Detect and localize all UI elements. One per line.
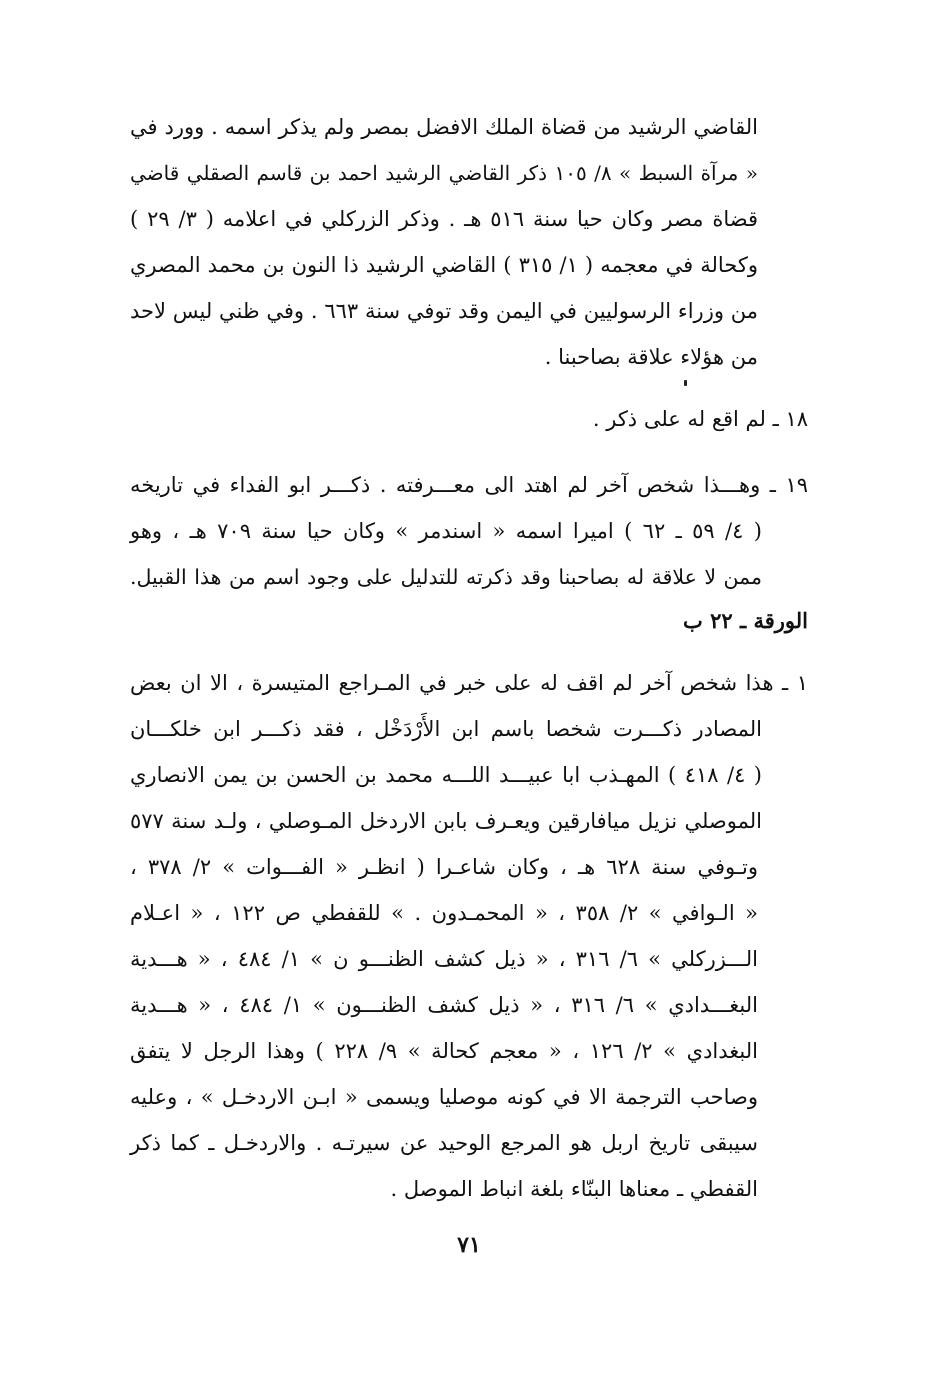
text-line: « مرآة السبط » ٨/ ١٠٥ ذكر القاضي الرشيد احمد بن قاسم الصقلي قاضي bbox=[130, 161, 759, 185]
text-line: وصاحب الترجمة الا في كونه موصليا ويسمى « ابـن الاردخـل » ، وعليه bbox=[130, 1085, 758, 1109]
text-line: ( ٤/ ٥٩ ـ ٦٢ ) اميرا اسمه « اسندمر » وكان حيا سنة ٧٠٩ هـ ، وهو bbox=[130, 519, 762, 543]
text-line: من وزراء الرسوليين في اليمن وقد توفي سنة ٦٦٣ . وفي ظني ليس لاحد bbox=[130, 299, 758, 323]
text-line: البغـــدادي » ٦/ ٣١٦ ، « ذيل كشف الظنـــون » ١/ ٤٨٤ ، « هـــدية bbox=[130, 993, 758, 1017]
paragraph-top bbox=[130, 104, 758, 380]
stray-mark bbox=[684, 380, 687, 386]
note-item-19 bbox=[130, 462, 808, 600]
text-line: الـــزركلي » ٦/ ٣١٦ ، « ذيل كشف الظنـــو ن » ١/ ٤٨٤ ، « هـــدية bbox=[130, 947, 758, 971]
page-number: ٧١ bbox=[457, 1232, 481, 1258]
note-item-18 bbox=[130, 396, 808, 442]
heading-text: الورقة ـ ٢٢ ب bbox=[683, 608, 808, 633]
text-line: ممن لا علاقة له بصاحبنا وقد ذكرته للتدليل على وجود اسم من هذا القبيل. bbox=[130, 565, 762, 589]
text-line: وتـوفي سنة ٦٢٨ هـ ، وكان شاعـرا ( انظـر « الفـــوات » ٢/ ٣٧٨ ، bbox=[130, 855, 758, 879]
text-line: من هؤلاء علاقة بصاحبنا . bbox=[544, 345, 758, 369]
text-line: ( ٤/ ٤١٨ ) المهـذب ابا عبيـــد اللـــه محمد بن الحسن بن يمن الانصاري bbox=[130, 763, 762, 787]
folio-heading bbox=[130, 598, 808, 644]
text-line: القفطي ـ معناها البنّاء بلغة انباط الموصل . bbox=[390, 1177, 758, 1201]
text-line: الموصلي نزيل ميافارقين ويعـرف بابن الاردخل المـوصلي ، ولـد سنة ٥٧٧ bbox=[130, 809, 762, 833]
text-line: القاضي الرشيد من قضاة الملك الافضل بمصر ولم يذكر اسمه . وورد في bbox=[130, 115, 758, 139]
note-item-1 bbox=[130, 660, 808, 844]
text-line: « الـوافي » ٢/ ٣٥٨ ، « المحمـدون . » للقفطي ص ١٢٢ ، « اعـلام bbox=[130, 901, 758, 925]
note-item-1-continued bbox=[130, 844, 758, 1212]
text-line: قضاة مصر وكان حيا سنة ٥١٦ هـ . وذكر الزركلي في اعلامه ( ٣/ ٢٩ ) bbox=[130, 207, 758, 231]
text-line: سيبقى تاريخ اربل هو المرجع الوحيد عن سيرتـه . والاردخـل ـ كما ذكر bbox=[130, 1131, 758, 1155]
text-line: ١ ـ هذا شخص آخر لم اقف له على خبر في المـراجع المتيسرة ، الا ان بعض bbox=[130, 671, 808, 695]
text-line: وكحالة في معجمه ( ١/ ٣١٥ ) القاضي الرشيد ذا النون بن محمد المصري bbox=[130, 253, 758, 277]
text-line: ١٩ ـ وهـــذا شخص آخر لم اهتد الى معـــرفته . ذكـــر ابو الفداء في تاريخه bbox=[130, 473, 808, 497]
text-line: البغدادي » ٢/ ١٢٦ ، « معجم كحالة » ٩/ ٢٢٨ ) وهذا الرجل لا يتفق bbox=[130, 1039, 758, 1063]
text-line: المصادر ذكـــرت شخصا باسم ابن الأَرْدَخْل ، فقد ذكـــر ابن خلكـــان bbox=[130, 717, 762, 741]
text-line: ١٨ ـ لم اقع له على ذكر . bbox=[592, 407, 808, 431]
